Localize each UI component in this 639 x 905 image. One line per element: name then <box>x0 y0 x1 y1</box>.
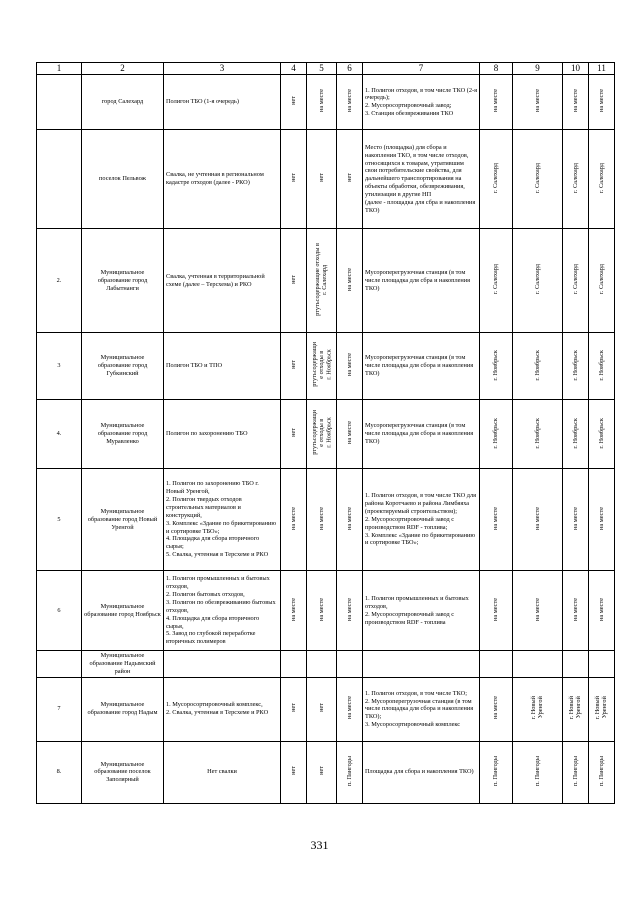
table-row <box>37 130 615 229</box>
col10-cell <box>563 75 589 130</box>
col-header: 11 <box>589 63 615 75</box>
planned-objects-cell: 1. Полигон отходов, в том числе ТКО (2-я очередь); 2. Мусоросортировочный завод; 3. Станция обезвреживания ТКО <box>363 75 480 130</box>
planned-objects-cell: Мусороперегрузочная станция (в том числе площадка для сбра и накопления ТКО) <box>363 229 480 333</box>
col10-cell <box>563 741 589 803</box>
col10-cell <box>563 677 589 741</box>
col5-cell <box>307 229 337 333</box>
col-header: 9 <box>513 63 563 75</box>
col9-text: на месте <box>533 89 541 113</box>
row-number: 5 <box>37 469 82 571</box>
col5-text: ртутьсодержащи е отходы в г. Ноябрьск <box>310 342 333 388</box>
col5-cell <box>307 75 337 130</box>
col10-cell <box>563 229 589 333</box>
col5-cell <box>307 677 337 741</box>
col4-cell <box>281 400 307 469</box>
municipality-cell: Муниципальное образование город Надым <box>82 677 164 741</box>
col11-cell <box>589 571 615 651</box>
col6-cell <box>337 333 363 400</box>
col6-cell <box>337 677 363 741</box>
col11-cell <box>589 469 615 571</box>
col5-text: нет <box>317 703 325 713</box>
col10-text: на месте <box>571 597 579 621</box>
col6-cell <box>337 469 363 571</box>
col6-text: на месте <box>345 597 353 621</box>
col10-text: п. Пангоды <box>571 755 579 786</box>
col5-text: на месте <box>317 597 325 621</box>
col4-cell <box>281 229 307 333</box>
document-page <box>36 62 614 804</box>
existing-objects-cell: 1. Мусоросортировочный комплекс, 2. Свалка, учтенная в Терсхеме и РКО <box>164 677 281 741</box>
municipality-cell: город Салехард <box>82 75 164 130</box>
col11-cell <box>589 75 615 130</box>
row-number: 4. <box>37 400 82 469</box>
col4-text: нет <box>289 766 297 776</box>
municipality-cell: поселок Пельвож <box>82 130 164 229</box>
col8-cell <box>480 651 513 678</box>
col4-text: на месте <box>289 506 297 530</box>
col11-text: г. Салехард <box>597 162 605 193</box>
col4-cell <box>281 333 307 400</box>
municipality-cell: Муниципальное образование город Губкинский <box>82 333 164 400</box>
col4-text: на месте <box>289 597 297 621</box>
col11-text: г. Ноябрьск <box>597 349 605 381</box>
col10-cell <box>563 571 589 651</box>
col9-text: г. Салехард <box>533 264 541 295</box>
col6-text: на месте <box>345 89 353 113</box>
col11-cell <box>589 229 615 333</box>
col9-cell <box>513 75 563 130</box>
planned-objects-cell: Место (площадка) для сбора и накопления ТКО, в том числе отходов, относящихся к товарам, утратившим свои потребительские свойства, для дальнейшего транспортирования на объекты обработки, обезвреживания, утилизации в другие НП (далее - площадка для сбра и накопления ТКО) <box>363 130 480 229</box>
col9-text: г. Новый Уренгой <box>530 696 545 720</box>
col8-text: на месте <box>492 597 500 621</box>
col11-cell <box>589 741 615 803</box>
existing-objects-cell: Полигон ТБО и ТПО <box>164 333 281 400</box>
col10-text: г. Новый Уренгой <box>568 696 583 720</box>
col8-cell <box>480 571 513 651</box>
col8-cell <box>480 400 513 469</box>
col5-cell <box>307 469 337 571</box>
col6-cell <box>337 741 363 803</box>
col-header: 5 <box>307 63 337 75</box>
municipality-cell: Муниципальное образование город Лабытнанги <box>82 229 164 333</box>
col10-text: на месте <box>571 506 579 530</box>
col8-cell <box>480 229 513 333</box>
table-row <box>37 75 615 130</box>
col5-text: на месте <box>317 89 325 113</box>
col8-text: г. Салехард <box>492 162 500 193</box>
col4-text: нет <box>289 360 297 370</box>
col10-cell <box>563 333 589 400</box>
col8-cell <box>480 130 513 229</box>
waste-facilities-table <box>36 62 615 804</box>
existing-objects-cell <box>164 651 281 678</box>
municipality-cell: Муниципальное образование город Муравленко <box>82 400 164 469</box>
col4-text: нет <box>289 274 297 284</box>
col9-cell <box>513 469 563 571</box>
col10-cell <box>563 130 589 229</box>
col8-text: на месте <box>492 89 500 113</box>
col6-cell <box>337 400 363 469</box>
col10-text: г. Ноябрьск <box>571 349 579 381</box>
col8-cell <box>480 75 513 130</box>
col4-cell <box>281 741 307 803</box>
existing-objects-cell: 1. Полигон по захоронению ТБО г. Новый Уренгой, 2. Полигон твердых отходов строительных материалов и конструкций, 3. Комплекс «Здание по брикетированию и сортировке ТБО»; 4. Площадка для сбора вторичного сырья; 5. Свалка, учтенная в Терсхеме и РКО <box>164 469 281 571</box>
col5-cell <box>307 400 337 469</box>
col11-cell <box>589 130 615 229</box>
table-row <box>37 677 615 741</box>
column-number-row <box>37 63 615 75</box>
col5-cell <box>307 130 337 229</box>
col8-cell <box>480 469 513 571</box>
col4-cell <box>281 571 307 651</box>
col8-text: п. Пангоды <box>492 755 500 786</box>
col8-text: г. Салехард <box>492 264 500 295</box>
col4-cell <box>281 469 307 571</box>
col6-cell <box>337 651 363 678</box>
row-number: 7 <box>37 677 82 741</box>
col9-text: г. Салехард <box>533 162 541 193</box>
row-number: 8. <box>37 741 82 803</box>
col5-cell <box>307 651 337 678</box>
col5-text: на месте <box>317 506 325 530</box>
col10-cell <box>563 400 589 469</box>
col-header: 7 <box>363 63 480 75</box>
page-number: 331 <box>310 838 329 852</box>
municipality-cell: Муниципальное образование город Новый Уренгой <box>82 469 164 571</box>
col11-cell <box>589 651 615 678</box>
col11-text: г. Новый Уренгой <box>594 696 609 720</box>
col6-cell <box>337 75 363 130</box>
col6-text: на месте <box>345 696 353 720</box>
row-number <box>37 130 82 229</box>
col9-cell <box>513 333 563 400</box>
col9-text: г. Ноябрьск <box>533 349 541 381</box>
planned-objects-cell: 1. Полигон отходов, в том числе ТКО; 2. Мусороперегрузочная станция (в том числе площадка для сбора и накопления ТКО); 3. Мусоросортировочный комплекс <box>363 677 480 741</box>
col8-cell <box>480 333 513 400</box>
table-row <box>37 400 615 469</box>
planned-objects-cell: 1. Полигон отходов, в том числе ТКО для района Коротчаево и района Лимбяяха (проектируемый строительством); 2. Мусоросортировочный завод с производством RDF - топлива; 3. Комплекс «Здание по брикетированию и сортировке ТБО»; <box>363 469 480 571</box>
col-header: 4 <box>281 63 307 75</box>
row-number <box>37 75 82 130</box>
existing-objects-cell: Свалка, не учтенная в региональном кадастре отходов (далее - РКО) <box>164 130 281 229</box>
existing-objects-cell: Полигон по захоронению ТБО <box>164 400 281 469</box>
table-row <box>37 469 615 571</box>
col-header: 3 <box>164 63 281 75</box>
col5-text: нет <box>317 766 325 776</box>
col4-text: нет <box>289 96 297 106</box>
planned-objects-cell <box>363 651 480 678</box>
col8-cell <box>480 677 513 741</box>
planned-objects-cell: Мусороперегрузочная станция (в том числе площадка для сбора и накопления ТКО) <box>363 400 480 469</box>
planned-objects-cell: Мусороперегрузочная станция (в том числе площадка для сбора и накопления ТКО) <box>363 333 480 400</box>
col8-text: на месте <box>492 506 500 530</box>
col5-cell <box>307 741 337 803</box>
municipality-cell: Муниципальное образование поселок Заполярный <box>82 741 164 803</box>
row-number: 3 <box>37 333 82 400</box>
planned-objects-cell: 1. Полигон промышленных и бытовых отходов, 2. Мусоросортировочный завод с производством RDF - топлива <box>363 571 480 651</box>
col6-text: п. Пангоды <box>345 755 353 786</box>
col9-cell <box>513 651 563 678</box>
col5-text: ртутьсодержащи е отходы в г. Ноябрьск <box>310 410 333 456</box>
col9-text: на месте <box>533 506 541 530</box>
col11-text: на месте <box>597 597 605 621</box>
table-row <box>37 229 615 333</box>
row-number <box>37 651 82 678</box>
col8-text: г. Ноябрьск <box>492 417 500 449</box>
col9-cell <box>513 400 563 469</box>
existing-objects-cell: Нет свалки <box>164 741 281 803</box>
col-header: 8 <box>480 63 513 75</box>
col6-cell <box>337 571 363 651</box>
col4-text: нет <box>289 703 297 713</box>
col-header: 2 <box>82 63 164 75</box>
col4-cell <box>281 677 307 741</box>
col5-text: ртутьсодержащие отходы в г. Салехард <box>314 242 329 316</box>
existing-objects-cell: 1. Полигон промышленных и бытовых отходов, 2. Полигон бытовых отходов, 3. Полигон по обезвреживанию бытовых отходов, 4. Площадка для сбора вторичного сырья, 5. Завод по глубокой переработке вторичных полимеров <box>164 571 281 651</box>
col11-text: на месте <box>597 89 605 113</box>
col6-text: на месте <box>345 421 353 445</box>
table-row <box>37 651 615 678</box>
col6-text: на месте <box>345 506 353 530</box>
col11-text: п. Пангоды <box>597 755 605 786</box>
col6-text: на месте <box>345 353 353 377</box>
municipality-cell: Муниципальное образование Надымский район <box>82 651 164 678</box>
col6-text: нет <box>345 173 353 183</box>
planned-objects-cell: Площадка для сбора и накопления ТКО) <box>363 741 480 803</box>
col-header: 1 <box>37 63 82 75</box>
col10-text: г. Салехард <box>571 264 579 295</box>
existing-objects-cell: Свалка, учтенная в территориальной схеме (далее – Терсхема) и РКО <box>164 229 281 333</box>
col5-cell <box>307 333 337 400</box>
col8-text: г. Ноябрьск <box>492 349 500 381</box>
col10-text: на месте <box>571 89 579 113</box>
col-header: 6 <box>337 63 363 75</box>
col4-text: нет <box>289 428 297 438</box>
col4-text: нет <box>289 173 297 183</box>
col4-cell <box>281 651 307 678</box>
col-header: 10 <box>563 63 589 75</box>
col11-text: г. Салехард <box>597 264 605 295</box>
col6-cell <box>337 130 363 229</box>
col6-text: на месте <box>345 267 353 291</box>
col6-cell <box>337 229 363 333</box>
col10-cell <box>563 651 589 678</box>
col9-cell <box>513 229 563 333</box>
col11-cell <box>589 333 615 400</box>
col5-text: нет <box>317 173 325 183</box>
table-row <box>37 333 615 400</box>
col10-cell <box>563 469 589 571</box>
row-number: 2. <box>37 229 82 333</box>
col9-cell <box>513 130 563 229</box>
col9-text: п. Пангоды <box>533 755 541 786</box>
col9-text: г. Ноябрьск <box>533 417 541 449</box>
col5-cell <box>307 571 337 651</box>
col4-cell <box>281 75 307 130</box>
col10-text: г. Салехард <box>571 162 579 193</box>
col9-text: на месте <box>533 597 541 621</box>
municipality-cell: Муниципальное образование город Ноябрьск <box>82 571 164 651</box>
col11-cell <box>589 677 615 741</box>
existing-objects-cell: Полигон ТБО (1-я очередь) <box>164 75 281 130</box>
col11-text: г. Ноябрьск <box>597 417 605 449</box>
col8-cell <box>480 741 513 803</box>
table-row <box>37 571 615 651</box>
col9-cell <box>513 571 563 651</box>
col11-text: на месте <box>597 506 605 530</box>
col4-cell <box>281 130 307 229</box>
table-row <box>37 741 615 803</box>
col8-text: на месте <box>492 696 500 720</box>
col9-cell <box>513 677 563 741</box>
col11-cell <box>589 400 615 469</box>
col9-cell <box>513 741 563 803</box>
col10-text: г. Ноябрьск <box>571 417 579 449</box>
row-number: 6 <box>37 571 82 651</box>
